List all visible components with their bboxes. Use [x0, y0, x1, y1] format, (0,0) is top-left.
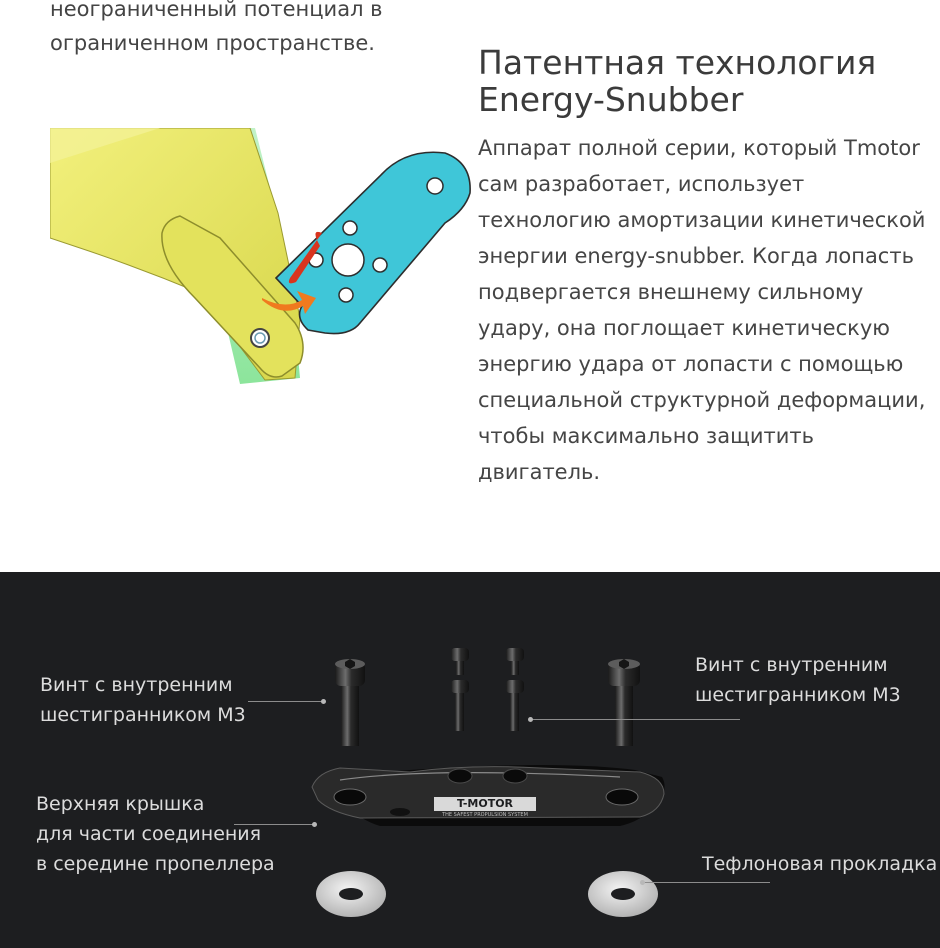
- label-washer-line-1: Тефлоновая прокладка: [702, 853, 938, 875]
- label-screw-right-line-2: шестигранником M3: [695, 684, 901, 706]
- label-screw-left-line-1: Винт с внутренним: [40, 674, 233, 696]
- feature-title: [478, 44, 918, 118]
- right-teflon-washer: [588, 871, 658, 917]
- label-screw-left-line-2: шестигранником M3: [40, 704, 246, 726]
- label-top-cover-line-1: Верхняя крышка: [36, 793, 205, 815]
- energy-snubber-illustration: [50, 128, 475, 388]
- right-m3-screw: [608, 659, 640, 746]
- brand-logo: T-MOTOR: [456, 797, 514, 810]
- leader-line-washer: [642, 882, 770, 883]
- small-screws: [451, 648, 524, 731]
- leader-dot-screw-left: [321, 699, 326, 704]
- label-washer: [702, 849, 937, 879]
- label-screw-right: [695, 650, 901, 710]
- leader-dot-top-cover: [312, 822, 317, 827]
- parts-section: [0, 572, 940, 948]
- intro-line-1: неограниченный потенциал в: [50, 0, 383, 21]
- feature-title-line-1: Патентная технология: [478, 43, 877, 82]
- parts-illustration: [0, 572, 940, 948]
- label-top-cover-line-3: в середине пропеллера: [36, 853, 275, 875]
- feature-title-line-2: Energy-Snubber: [478, 80, 744, 119]
- feature-description: Аппарат полной серии, который Tmotor сам разработает, использует технологию амортизации кинетической энергии energy-snubber. Когда лопасть подвергается внешнему сильному удару, она поглощает кинетическую энергию удара от лопасти с помощью специальной структурной деформации, чтобы максимально защитить двигатель.: [478, 136, 926, 484]
- leader-line-screw-left: [248, 701, 324, 702]
- leader-dot-screw-right: [528, 717, 533, 722]
- left-teflon-washer: [316, 871, 386, 917]
- brand-slogan: THE SAFEST PROPULSION SYSTEM: [442, 812, 528, 818]
- intro-text: [50, 0, 450, 60]
- label-top-cover-line-2: для части соединения: [36, 823, 262, 845]
- leader-dot-washer: [640, 880, 645, 885]
- label-screw-right-line-1: Винт с внутренним: [695, 654, 888, 676]
- left-m3-screw: [335, 659, 365, 746]
- label-screw-left: [40, 670, 246, 730]
- label-top-cover: [36, 789, 275, 879]
- intro-line-2: ограниченном пространстве.: [50, 31, 375, 55]
- leader-line-screw-right: [530, 719, 740, 720]
